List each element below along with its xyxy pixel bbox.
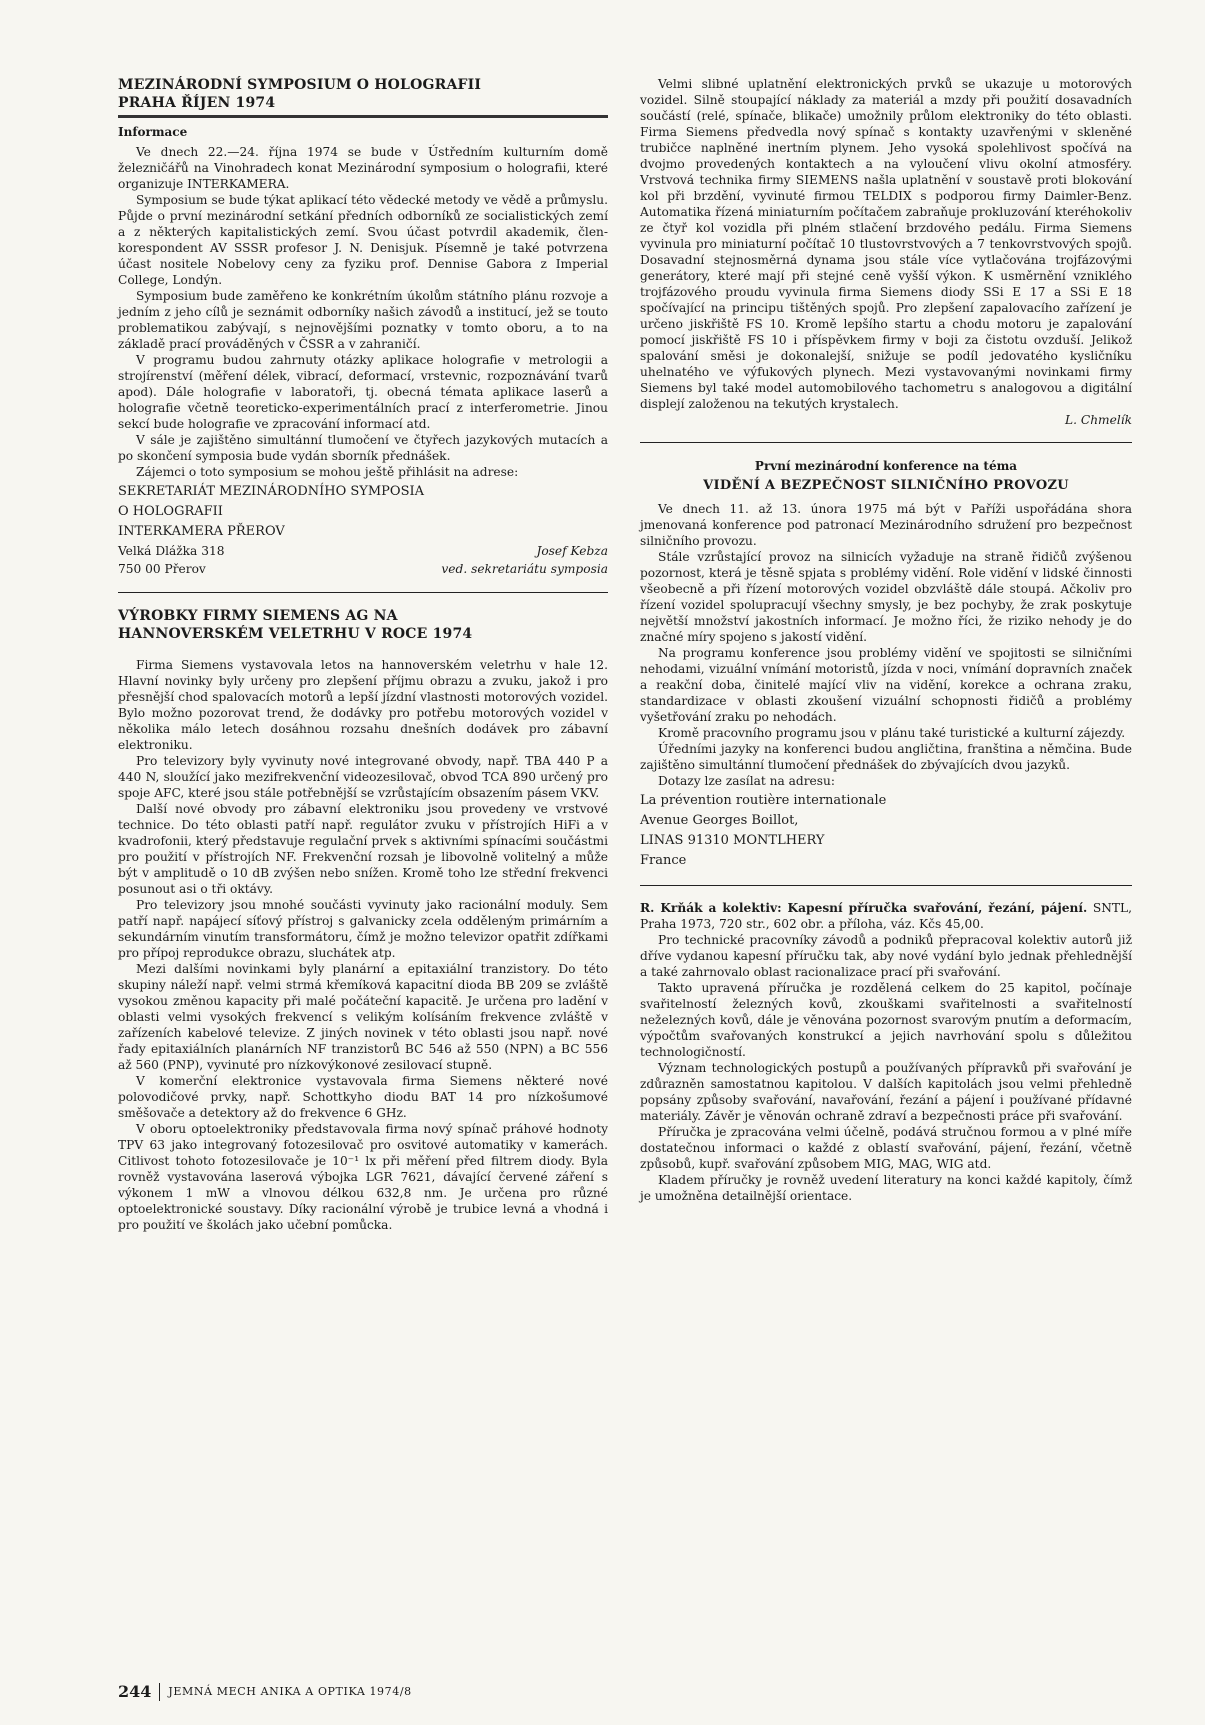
article-title-line1: VÝROBKY FIRMY SIEMENS AG NA bbox=[118, 608, 398, 624]
review-publication: SNTL, Praha 1973, 720 str., 602 obr. a příloha, váz. Kčs 45,00. bbox=[640, 901, 1132, 931]
paragraph: Stále vzrůstající provoz na silnicích vyžaduje na straně řidičů zvýšenou pozornost, která je těsně spjata s problémy vidění. Role vidění v lidské činnosti všeobecně a při řízení motorových vozidel obzvláště dále stoupá. Ačkoliv pro řízení vozidel spolupracují všechny smysly, je bez pochyby, že zrak poskytuje největší množství jakostních informací. Je možno říci, že riziko nehody je do značné míry spojeno s jakostí vidění. bbox=[640, 550, 1132, 644]
title-rule bbox=[118, 115, 608, 118]
paragraph: V komerční elektronice vystavovala firma Siemens některé nové polovodičové prvky, např. Schottkyho diodu BAT 14 pro nízkošumové směšovače a detektory až do frekvence 6 GHz. bbox=[118, 1074, 608, 1120]
paragraph: Ve dnech 11. až 13. února 1975 má být v Paříži uspořádána shora jmenovaná konference pod patronací Mezinárodního sdružení pro bezpečnost silničního provozu. bbox=[640, 502, 1132, 548]
paragraph: Symposium bude zaměřeno ke konkrétním úkolům státního plánu rozvoje a jedním z jeho cílů je seznámit odborníky našich závodů a institucí, jež se touto problematikou zabývají, s nejnovějšími poznatky v tomto oboru, a to na základě prací prováděných v ČSSR a v zahraničí. bbox=[118, 289, 608, 351]
article-siemens-continued bbox=[640, 76, 1132, 428]
paragraph: Kromě pracovního programu jsou v plánu také turistické a kulturní zájezdy. bbox=[658, 726, 1126, 740]
section-divider bbox=[640, 442, 1132, 443]
address-block bbox=[118, 482, 608, 542]
page-number: 244 bbox=[118, 1682, 152, 1701]
paragraph: Ve dnech 22.—24. října 1974 se bude v Ústředním kulturním domě železničářů na Vinohradech konat Mezinárodní symposium o holografii, které organizuje INTERKAMERA. bbox=[118, 145, 608, 191]
address-block bbox=[640, 791, 1132, 871]
paragraph: V programu budou zahrnuty otázky aplikace holografie v metrologii a strojírenství (měření délek, vibrací, deformací, vrstevnic, rozpoznávání tvarů apod). Dále holografie v laboratoři, tj. obecná témata aplikace laserů a holografie včetně teoreticko-experimentálních prací z interferometrie. Jinou sekcí bude holografie ve zpracování informací atd. bbox=[118, 353, 608, 431]
paragraph: Pro televizory jsou mnohé součásti vyvinuty jako racionální moduly. Sem patří např. napájecí síťový přístroj s galvanicky zcela odděleným primárním a sekundárním vinutím transformátoru, čímž je možno televizor opatřit zdířkami pro přípoj reprodukce obrazu, sluchátek atp. bbox=[118, 898, 608, 960]
address-line: LINAS 91310 MONTLHERY bbox=[640, 833, 825, 848]
article-conference bbox=[640, 457, 1132, 871]
article-siemens bbox=[118, 607, 608, 1233]
article-subhead: Informace bbox=[118, 125, 188, 139]
paragraph: Mezi dalšími novinkami byly planární a epitaxiální tranzistory. Do této skupiny náleží např. velmi strmá křemíková kapacitní dioda BB 209 se zvláště vysokou změnou kapacity při malé počáteční kapacitě. Je určena pro ladění v oblasti velmi vysokých frekvencí s velikým kolísáním frekvence zvláště v zařízeních kabelové televize. Z jiných novinek v této oblasti jsou např. nové řady epitaxiálních planárních NF tranzistorů BC 546 až 550 (NPN) a BC 556 až 560 (PNP), vyvinuté pro nízkovýkonové zesilovací stupně. bbox=[118, 962, 608, 1072]
paragraph: Úředními jazyky na konferenci budou angličtina, franština a němčina. Bude zajištěno simultánní tlumočení přednášek do zbývajících dvou jazyků. bbox=[640, 742, 1132, 772]
article-title-line1: MEZINÁRODNÍ SYMPOSIUM O HOLOGRAFII bbox=[118, 77, 482, 93]
paragraph: Význam technologických postupů a používaných přípravků při svařování je zdůrazněn samostatnou kapitolou. V dalších kapitolách jsou velmi přehledně popsány způsoby svařování, navařování, řezání a pájení i používané přídavné materiály. Závěr je věnován ochraně zdraví a bezpečnosti práce při svařování. bbox=[640, 1061, 1132, 1123]
article-review bbox=[640, 900, 1132, 1204]
article-title-line2: HANNOVERSKÉM VELETRHU V ROCE 1974 bbox=[118, 626, 473, 642]
paragraph: Pro technické pracovníky závodů a podniků přepracoval kolektiv autorů již dříve vydanou kapesní příručku tak, aby nové vydání bylo jednak přehlednější a také zahrnovalo oblast racionalizace prací při svařování. bbox=[640, 933, 1132, 979]
paragraph: Na programu konference jsou problémy vidění ve spojitosti se silničními nehodami, vizuální vnímání motoristů, jízda v noci, vnímání dopravních značek a reakční doba, činitelé mající vliv na vidění, korekce a ochrana zraku, standardizace v oblasti zkoušení vizuální schopnosti řidičů a problémy vyšetřování zraku po nehodách. bbox=[640, 646, 1132, 724]
footer-divider bbox=[159, 1683, 160, 1701]
article-title-line2: PRAHA ŘÍJEN 1974 bbox=[118, 95, 276, 111]
address-line: Avenue Georges Boillot, bbox=[640, 813, 799, 828]
review-heading bbox=[640, 900, 1132, 932]
conference-subtitle: První mezinárodní konference na téma bbox=[754, 459, 1018, 473]
paragraph: Kladem příručky je rovněž uvedení literatury na konci každé kapitoly, čímž je umožněna detailnější orientace. bbox=[640, 1173, 1132, 1203]
journal-title: JEMNÁ MECH ANIKA A OPTIKA 1974/8 bbox=[168, 1685, 412, 1698]
section-divider bbox=[118, 592, 608, 593]
left-column bbox=[118, 76, 608, 1233]
address-line: INTERKAMERA PŘEROV bbox=[118, 524, 285, 539]
signature-row-2 bbox=[118, 560, 608, 578]
address-city: 750 00 Přerov bbox=[118, 562, 206, 576]
paragraph: Další nové obvody pro zábavní elektroniku jsou provedeny ve vrstvové technice. Do této oblasti patří např. regulátor zvuku v přístrojích HiFi a v kvadrofonii, který představuje regulační prvek s aktivními spínacími součástmi pro použití v přístrojích NF. Frekvenční rozsah je libovolně volitelný a může být v amplitudě o 10 dB zvýšen nebo snížen. Kromě toho lze střední frekvenci posunout asi o tři oktávy. bbox=[118, 802, 608, 896]
address-line: SEKRETARIÁT MEZINÁRODNÍHO SYMPOSIA bbox=[118, 484, 425, 499]
paragraph: Symposium se bude týkat aplikací této vědecké metody ve vědě a průmyslu. Půjde o první mezinárodní setkání předních odborníků ze socialistických zemí a z některých kapitalistických zemí. Svou účast potvrdil akademik, člen-korespondent AV SSSR profesor J. N. Denisjuk. Písemně je také potvrzena účast nositele Nobelovy ceny za fyziku prof. Dennise Gabora z Imperial College, Londýn. bbox=[118, 193, 608, 287]
conference-title: VIDĚNÍ A BEZPEČNOST SILNIČNÍHO PROVOZU bbox=[703, 478, 1069, 493]
signer-role: ved. sekretariátu symposia bbox=[441, 562, 608, 576]
address-line: La prévention routière internationale bbox=[640, 793, 887, 808]
paragraph: V sále je zajištěno simultánní tlumočení ve čtyřech jazykových mutacích a po skončení symposia bude vydán sborník přednášek. bbox=[118, 433, 608, 463]
paragraph: Velmi slibné uplatnění elektronických prvků se ukazuje u motorových vozidel. Silně stoupající náklady za materiál a mzdy při použití dosavadních součástí (relé, spínače, blikače) umožnily průlom elektroniky do této oblasti. Firma Siemens předvedla nový spínač s kontakty uzavřenými v skleněné trubičce naplněné inertním plynem. Jeho vysoká spolehlivost spočívá na dvojmo provedených kontaktech a na vyloučení vlivu okolní atmosféry. Vrstvová technika firmy SIEMENS našla uplatnění v soustavě proti blokování kol při brzdění, vyvinuté firmou TELDIX s podporou firmy Daimler-Benz. Automatika řízená miniaturním počítačem zabraňuje prokluzování kteréhokoliv ze čtyř kol vozidla při plném stlačení brzdového pedálu. Firma Siemens vyvinula pro miniaturní počítač 10 tlustovrstvových a 7 tenkovrstvových spojů. Dosavadní stejnosměrná dynama jsou stále více vytlačována trojfázovými generátory, které mají při stejné ceně vyšší výkon. K usměrnění vzniklého trojfázového proudu vyvinula firma Siemens diody SSi E 17 a SSi E 18 spočívající na principu tištěných spojů. Pro zlepšení zapalovacího zařízení je určeno jiskřiště FS 10. Kromě lepšího startu a chodu motoru je zapalování pomocí jiskřiště FS 10 i příspěvkem firmy v boji za čistotu ovzduší. Jelikož spalování směsi je dokonalejší, snižuje se podíl jedovatého kysličníku uhelnatého ve výfukových plynech. Mezi vystavovanými novinkami firmy Siemens byl také model automobilového tachometru s analogovou a digitální displejí založenou na tekutých krystalech. bbox=[640, 77, 1132, 411]
article-author: L. Chmelík bbox=[1065, 413, 1132, 427]
signer-name: Josef Kebza bbox=[536, 544, 608, 558]
paragraph: V oboru optoelektroniky představovala firma nový spínač práhové hodnoty TPV 63 jako integrovaný fotozesilovač pro osvitové automatiky v kamerách. Citlivost tohoto fotozesilovače je 10⁻¹ lx při měření před filtrem diody. Byla rovněž vystavována laserová výbojka LGR 7621, dávající červené záření s výkonem 1 mW a vlnovou délkou 632,8 nm. Je určena pro různé optoelektronické soustavy. Díky racionální výrobě je trubice levná a vhodná i pro použití ve školách jako učební pomůcka. bbox=[118, 1122, 608, 1232]
paragraph: Příručka je zpracována velmi účelně, podává stručnou formou a v plné míře dostatečnou informaci o každé z oblastí svařování, pájení, řezání, včetně způsobů, kupř. svařování způsobem MIG, MAG, WIG atd. bbox=[640, 1125, 1132, 1171]
page-footer bbox=[118, 1683, 412, 1701]
paragraph: Firma Siemens vystavovala letos na hannoverském veletrhu v hale 12. Hlavní novinky byly určeny pro zlepšení příjmu obrazu a zvuku, jakož i pro přesnější chod spalovacích motorů a lepší jízdní vlastnosti motorových vozidel. Bylo možno pozorovat trend, že dodávky pro potřebu motorových vozidel v několika málo letech dosáhnou rozsahu dnešních dodávek pro zábavní elektroniku. bbox=[118, 658, 608, 752]
address-street: Velká Dlážka 318 bbox=[118, 544, 225, 558]
signature-row-1 bbox=[118, 542, 608, 560]
address-line: France bbox=[640, 853, 687, 868]
paragraph: Zájemci o toto symposium se mohou ještě přihlásit na adrese: bbox=[136, 465, 519, 479]
address-line: O HOLOGRAFII bbox=[118, 504, 223, 519]
review-title: R. Krňák a kolektiv: Kapesní příručka svařování, řezání, pájení. bbox=[640, 901, 1088, 915]
right-column bbox=[640, 76, 1132, 1204]
paragraph: Dotazy lze zasílat na adresu: bbox=[658, 774, 835, 788]
paragraph: Pro televizory byly vyvinuty nové integrované obvody, např. TBA 440 P a 440 N, sloužící jako mezifrekvenční videozesilovač, obvod TCA 890 určený pro spoje AFC, které jsou stále potřebnější se vzrůstajícím obsazením pásem VKV. bbox=[118, 754, 608, 800]
article-holography bbox=[118, 76, 608, 578]
paragraph: Takto upravená příručka je rozdělená celkem do 25 kapitol, počínaje svařitelností železných kovů, zkouškami svařitelnosti a svařitelností neželezných kovů, dále je věnována pozornost svarovým pnutím a deformacím, výpočtům svařovaných konstrukcí a jejich navrhování spolu s důležitou technologičností. bbox=[640, 981, 1132, 1059]
section-divider bbox=[640, 885, 1132, 886]
